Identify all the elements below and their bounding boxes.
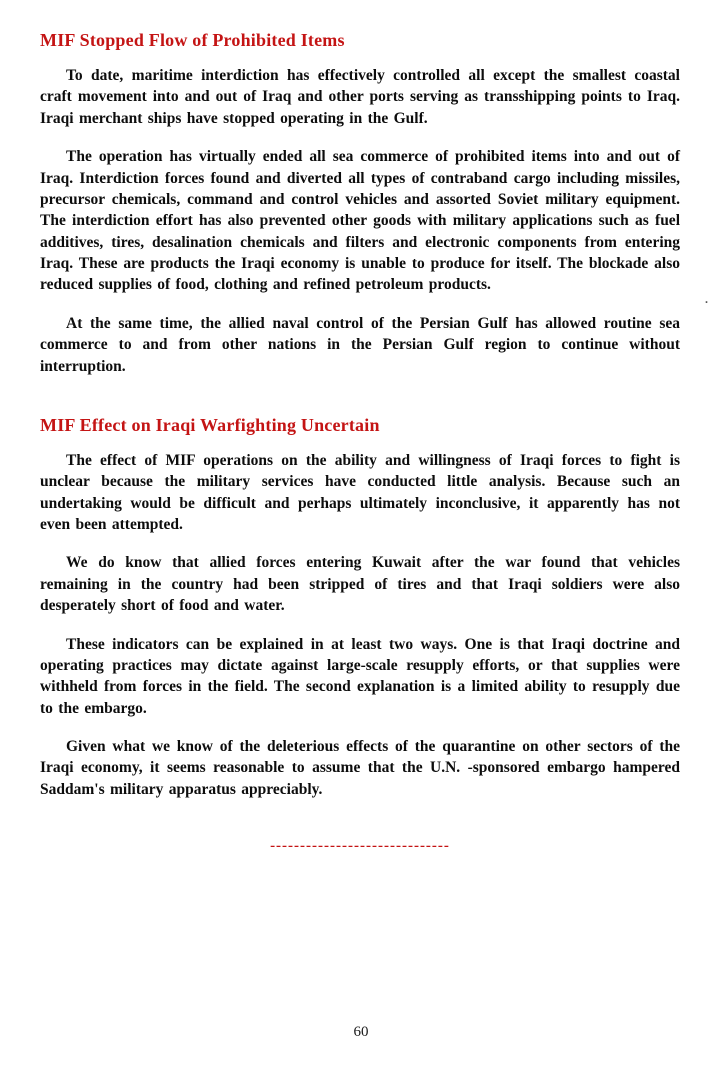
dashed-separator: ------------------------------: [270, 838, 450, 855]
section-heading-mif-effect: MIF Effect on Iraqi Warfighting Uncertain: [40, 414, 380, 435]
paragraph: Given what we know of the deleterious effects of the quarantine on other sectors of the Iraqi economy, it seems reasonable to assume that the U.N. -sponsored embargo hampered Saddam's military apparatus appreciably.: [40, 738, 680, 798]
paragraph: The operation has virtually ended all sea commerce of prohibited items into and out of Iraq. Interdiction forces found and diverted all types of contraband cargo including missiles, precursor chemicals, command and control vehicles and assorted Soviet military equipment. The interdiction effort has also prevented other goods with military applications such as fuel additives, tires, desalination chemicals and filters and electronic components from entering Iraq. These are products the Iraqi economy is unable to produce for itself. The blockade also reduced supplies of food, clothing and refined petroleum products.: [40, 148, 680, 294]
paragraph: At the same time, the allied naval control of the Persian Gulf has allowed routine sea commerce to and from other nations in the Persian Gulf region to continue without interruption.: [40, 314, 680, 375]
paragraph: These indicators can be explained in at least two ways. One is that Iraqi doctrine and operating practices may dictate against large-scale resupply efforts, or that supplies were withheld from forces in the field. The second explanation is a limited ability to resupply due to the embargo.: [40, 635, 680, 717]
page-number: 60: [353, 1024, 369, 1040]
section-heading-mif-stopped-flow: MIF Stopped Flow of Prohibited Items: [40, 30, 345, 50]
paragraph: To date, maritime interdiction has effectively controlled all except the smallest coastal craft movement into and out of Iraq and other ports serving as transshipping points to Iraq. Iraqi merchant ships have stopped operating in the Gulf.: [40, 67, 680, 127]
stray-mark: .: [705, 292, 708, 306]
paragraph: We do know that allied forces entering Kuwait after the war found that vehicles remaining in the country had been stripped of tires and that Iraqi soldiers were also desperately short of food and water.: [40, 554, 680, 615]
paragraph: The effect of MIF operations on the ability and willingness of Iraqi forces to fight is unclear because the military services have conducted little analysis. Because such an undertaking would be difficult and perhaps ultimately inconclusive, it apparently has not even been attempted.: [40, 451, 680, 533]
